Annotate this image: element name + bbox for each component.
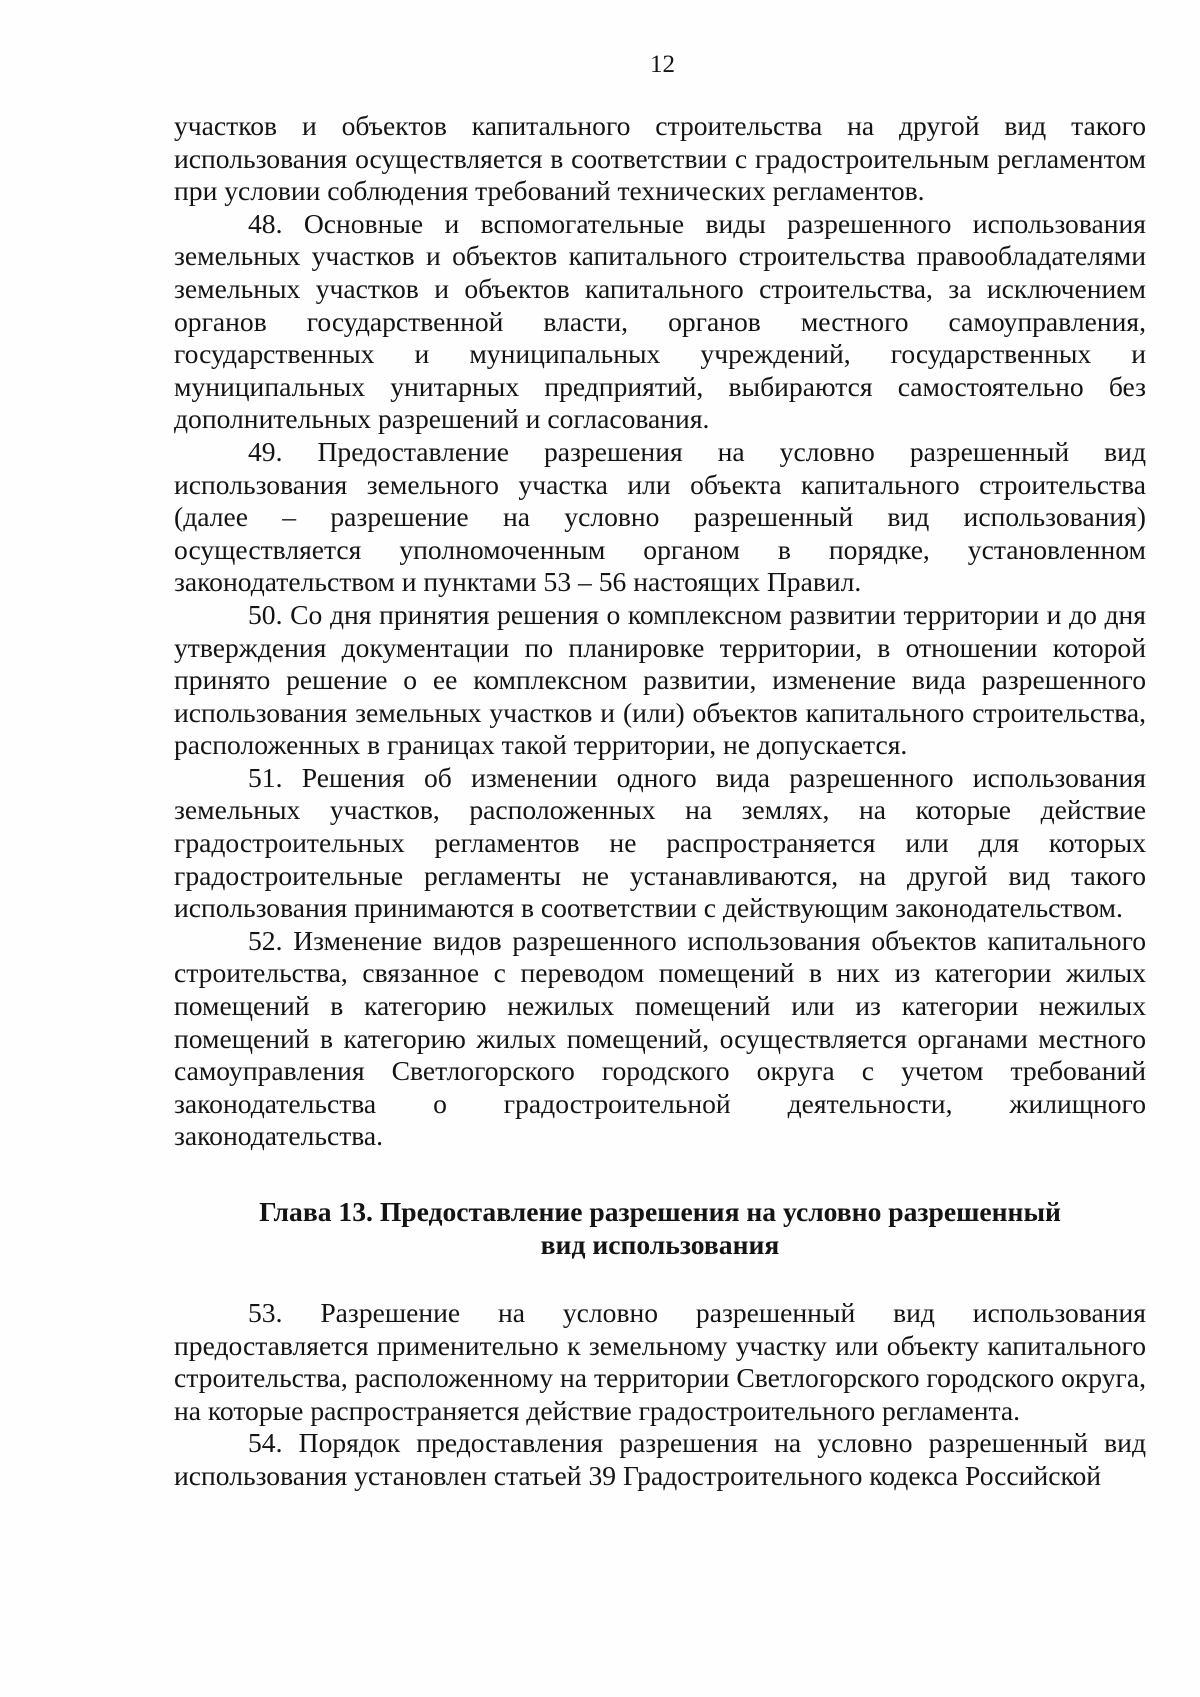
paragraph-54: 54. Порядок предоставления разрешения на условно разрешенный вид использования установлен статьей 39 Градостроительного кодекса Российской — [174, 1427, 1146, 1491]
paragraph-continuation: участков и объектов капитального строительства на другой вид такого использования осуществляется в соответствии с градостроительным регламентом при условии соблюдения требований технических регламентов. — [174, 110, 1146, 207]
paragraph-53: 53. Разрешение на условно разрешенный вид использования предоставляется применительно к земельному участку или объекту капитального строительства, расположенному на территории Светлогорского городского округа, на которые распространяется действие градостроительного регламента. — [174, 1297, 1146, 1426]
paragraph-48: 48. Основные и вспомогательные виды разрешенного использования земельных участков и объектов капитального строительства правообладателями земельных участков и объектов капитального строительства, за исключением органов государственной власти, органов местного самоуправления, государственных и муниципальных учреждений, государственных и муниципальных унитарных предприятий, выбираются самостоятельно без дополнительных разрешений и согласования. — [174, 207, 1146, 435]
page-number: 12 — [650, 51, 675, 78]
paragraph-52: 52. Изменение видов разрешенного использования объектов капитального строительства, связанное с переводом помещений в них из категории жилых помещений в категорию нежилых помещений или из категории нежилых помещений в категорию жилых помещений, осуществляется органами местного самоуправления Светлогорского городского округа с учетом требований законодательства о градостроительной деятельности, жилищного законодательства. — [174, 924, 1146, 1152]
paragraph-49: 49. Предоставление разрешения на условно разрешенный вид использования земельного участка или объекта капитального строительства (далее – разрешение на условно разрешенный вид использования) осуществляется уполномоченным органом в порядке, установленном законодательством и пунктами 53 – 56 настоящих Правил. — [174, 435, 1146, 598]
chapter-heading — [174, 1195, 1146, 1261]
paragraph-51: 51. Решения об изменении одного вида разрешенного использования земельных участков, расположенных на землях, на которые действие градостроительных регламентов не распространяется или для которых градостроительные регламенты не устанавливаются, на другой вид такого использования принимаются в соответствии с действующим законодательством. — [174, 761, 1146, 924]
chapter-heading-line-1: Глава 13. Предоставление разрешения на условно разрешенный — [259, 1196, 1061, 1227]
document-body — [174, 110, 1146, 1493]
chapter-heading-line-2: вид использования — [540, 1229, 780, 1260]
paragraph-50: 50. Со дня принятия решения о комплексном развитии территории и до дня утверждения документации по планировке территории, в отношении которой принято решение о ее комплексном развитии, изменение вида разрешенного использования земельных участков и (или) объектов капитального строительства, расположенных в границах такой территории, не допускается. — [174, 598, 1146, 761]
